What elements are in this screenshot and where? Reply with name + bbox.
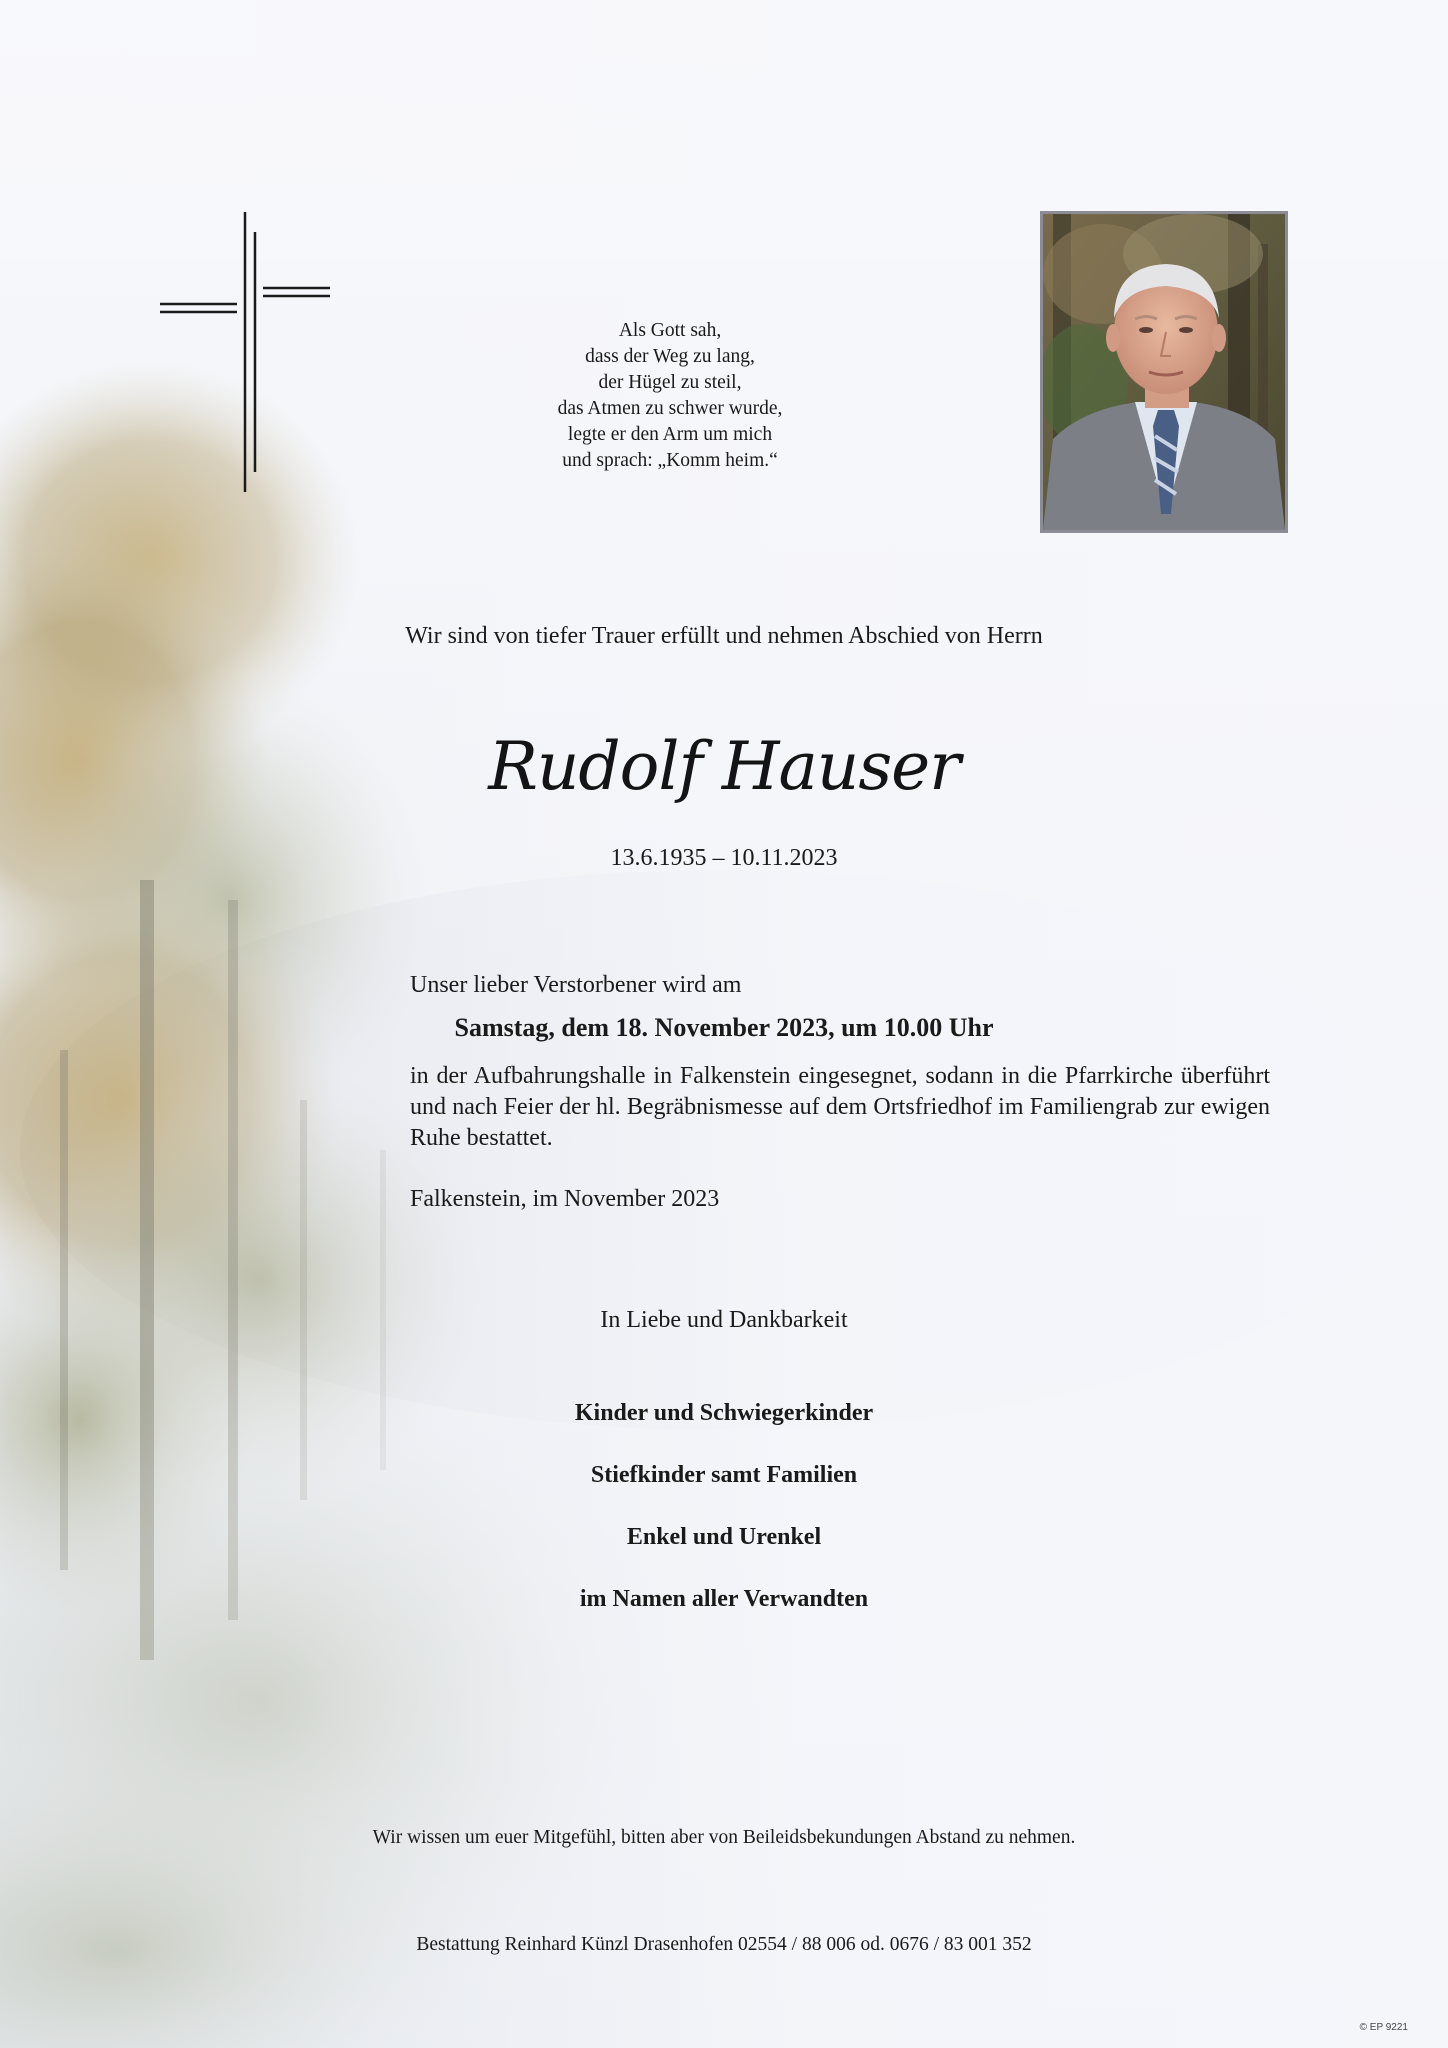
closing-thanks: In Liebe und Dankbarkeit <box>600 1307 848 1333</box>
verse-line: dass der Weg zu lang, <box>585 346 755 367</box>
funeral-datetime: Samstag, dem 18. November 2023, um 10.00 Uhr <box>454 1013 994 1042</box>
print-code: © EP 9221 <box>1359 2022 1408 2033</box>
deceased-portrait-photo <box>1040 211 1288 533</box>
deceased-name: Rudolf Hauser <box>488 728 960 805</box>
mourners-list <box>0 1398 1448 1646</box>
mourner-line: Kinder und Schwiegerkinder <box>574 1400 874 1426</box>
place-and-date: Falkenstein, im November 2023 <box>410 1186 720 1212</box>
cross-icon <box>155 212 335 492</box>
mourner-line: Enkel und Urenkel <box>626 1524 822 1550</box>
mourner-line: Stiefkinder samt Familien <box>590 1462 858 1488</box>
undertaker-contact: Bestattung Reinhard Künzl Drasenhofen 02554 / 88 006 od. 0676 / 83 001 352 <box>416 1934 1032 1955</box>
life-dates: 13.6.1935 – 10.11.2023 <box>610 845 838 871</box>
ceremony-description: in der Aufbahrungshalle in Falkenstein eingesegnet, sodann in die Pfarrkirche überführt und nach Feier der hl. Begräbnismesse auf dem Ortsfriedhof im Familiengrab zur ewigen Ruhe bestattet. <box>410 1063 1270 1151</box>
memorial-verse <box>480 318 860 474</box>
farewell-intro: Wir sind von tiefer Trauer erfüllt und nehmen Abschied von Herrn <box>405 623 1043 649</box>
condolence-note: Wir wissen um euer Mitgefühl, bitten aber von Beileidsbekundungen Abstand zu nehmen. <box>372 1827 1076 1848</box>
verse-line: der Hügel zu steil, <box>598 372 742 393</box>
verse-line: und sprach: „Komm heim.“ <box>562 450 778 471</box>
mourner-line: im Namen aller Verwandten <box>579 1586 869 1612</box>
verse-line: das Atmen zu schwer wurde, <box>557 398 783 419</box>
funeral-announcement: Unser lieber Verstorbener wird am <box>410 972 742 998</box>
verse-line: Als Gott sah, <box>618 320 722 341</box>
portrait-illustration <box>1043 214 1285 530</box>
verse-line: legte er den Arm um mich <box>567 424 773 445</box>
